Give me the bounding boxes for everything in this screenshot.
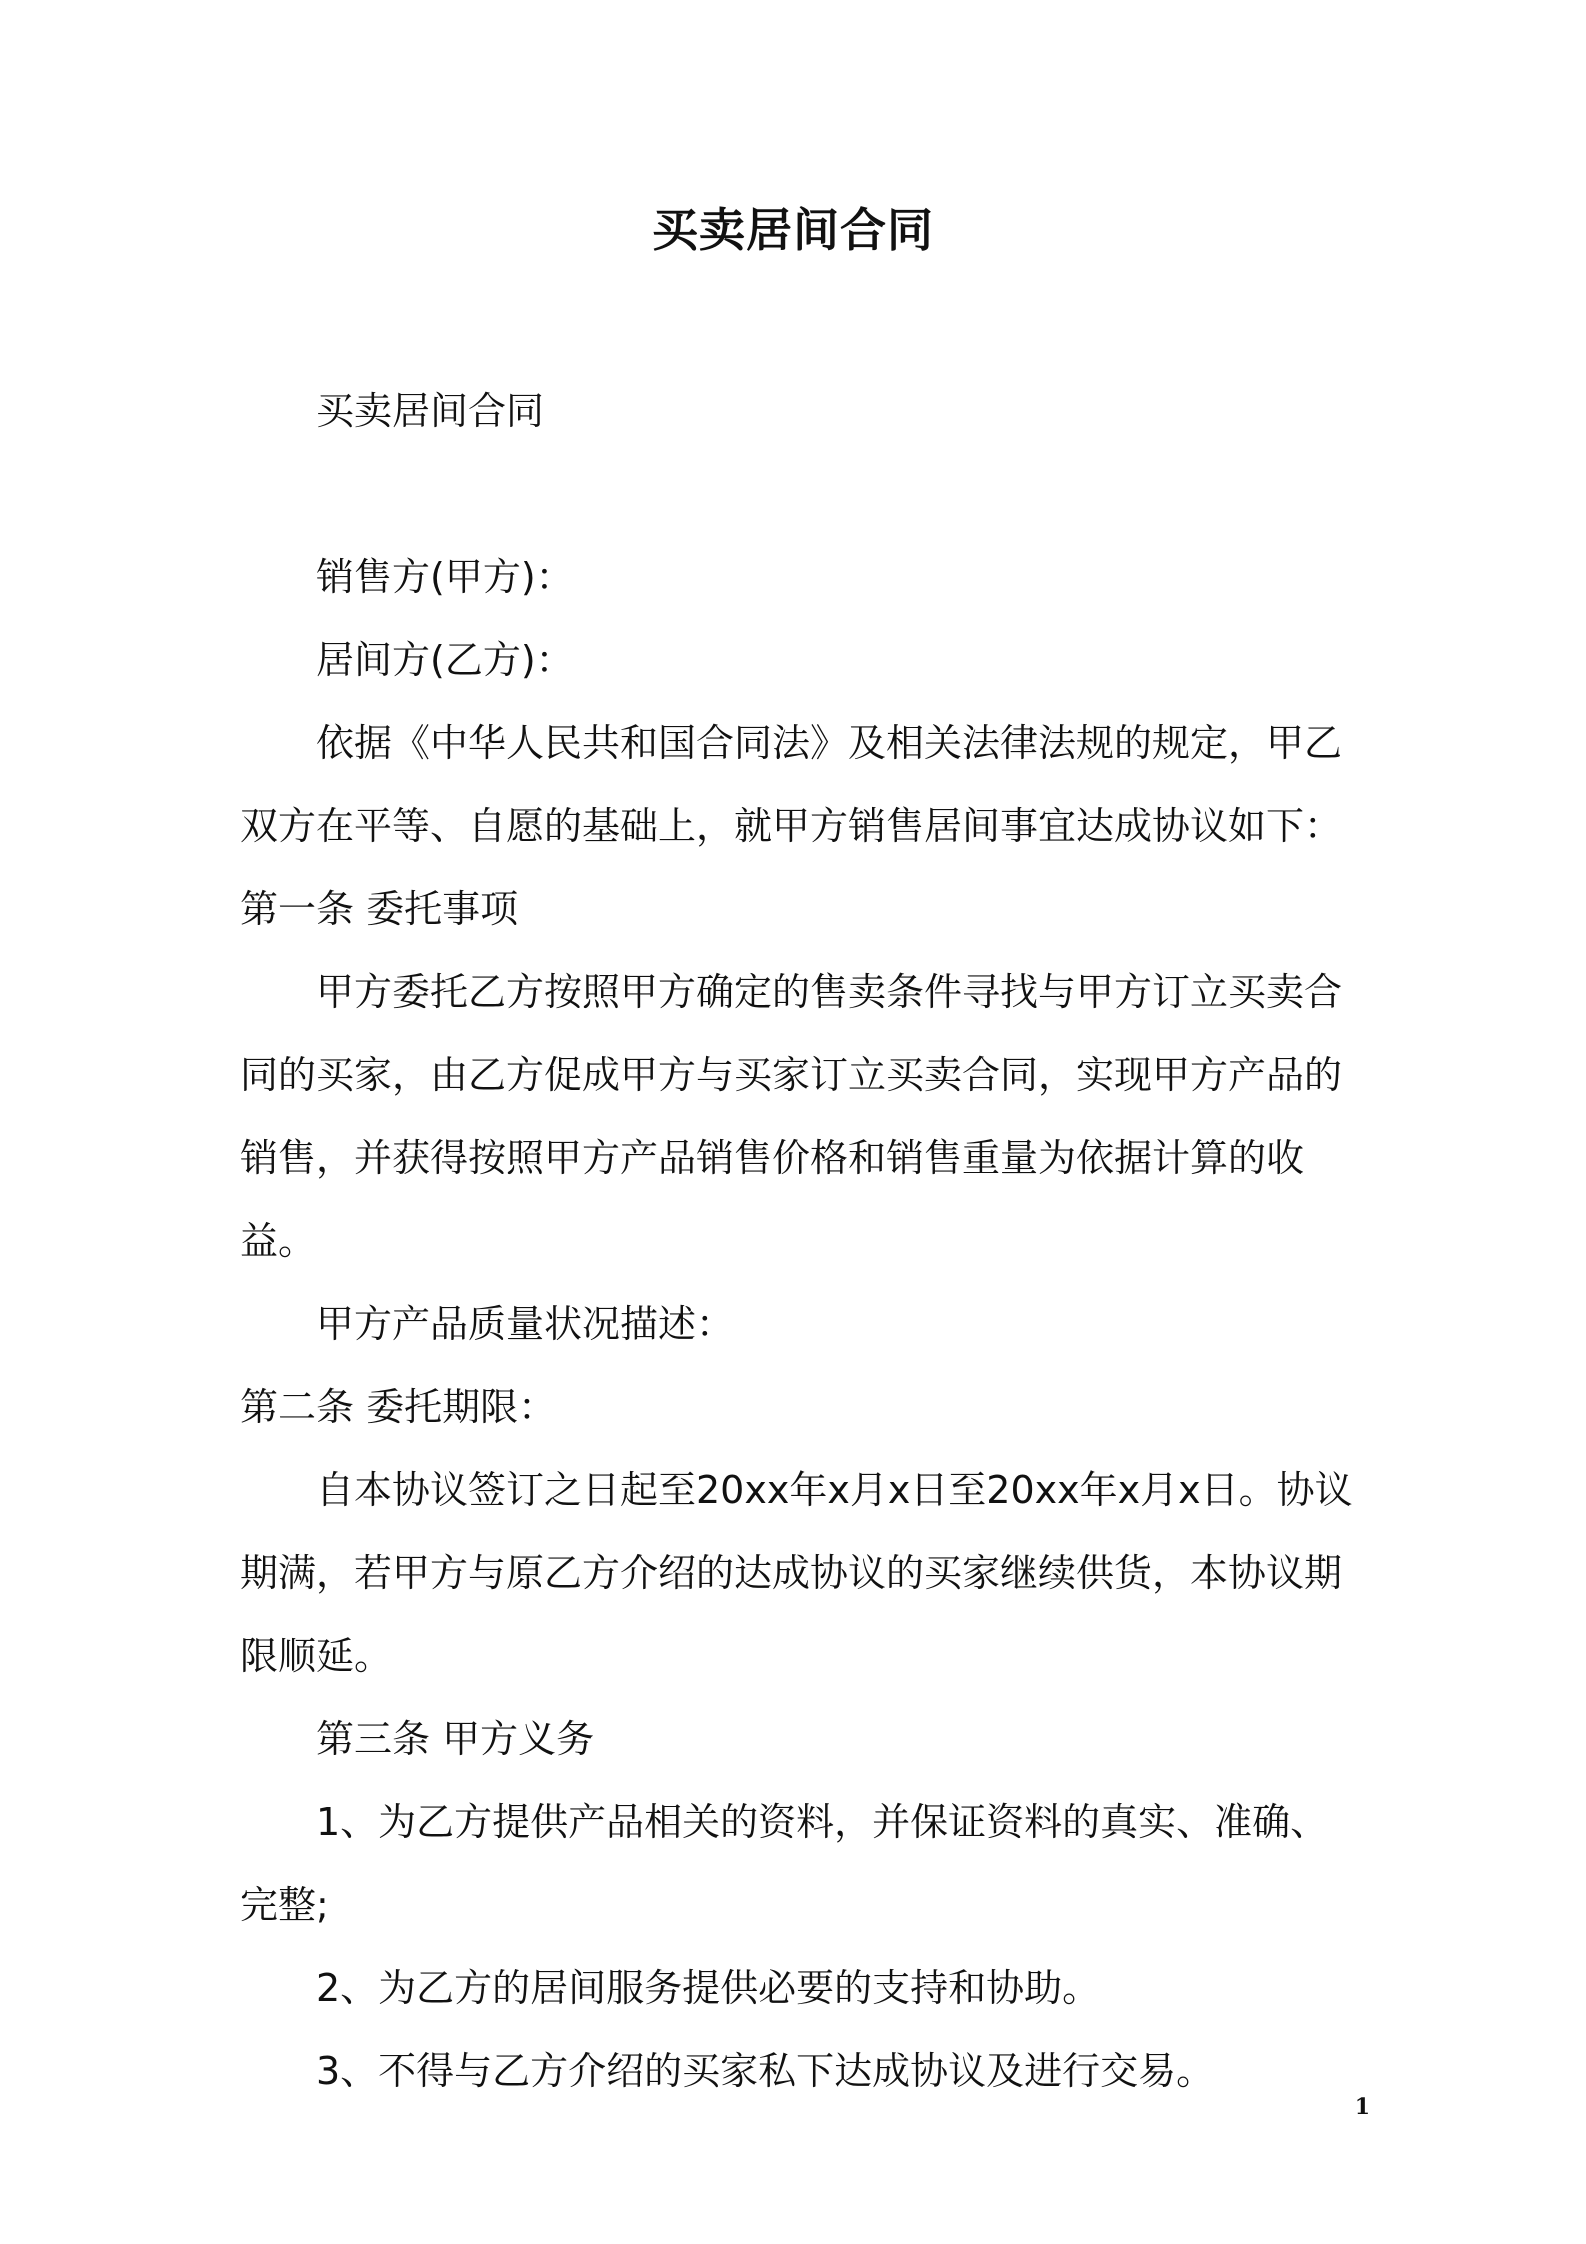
article-1-heading: 第一条 委托事项 xyxy=(240,887,519,931)
article-2-body: 自本协议签订之日起至20xx年x月x日至20xx年x月x日。协议期满，若甲方与原乙方介绍的达成协议的买家继续供货，本协议期限顺延。 xyxy=(240,1468,1353,1678)
paragraph-heading: 买卖居间合同 xyxy=(316,389,545,433)
paragraph-seller: 销售方(甲方)： xyxy=(316,555,574,599)
article-3-item-3: 3、不得与乙方介绍的买家私下达成协议及进行交易。 xyxy=(316,2049,1215,2093)
article-3-heading: 第三条 甲方义务 xyxy=(316,1717,595,1761)
paragraph-broker: 居间方(乙方)： xyxy=(316,638,574,682)
document-body xyxy=(240,370,1358,2113)
article-2-heading: 第二条 委托期限： xyxy=(240,1385,557,1429)
article-3-item-1: 1、为乙方提供产品相关的资料，并保证资料的真实、准确、完整; xyxy=(240,1800,1329,1927)
page-number: 1 xyxy=(1354,2094,1370,2120)
article-3-item-2: 2、为乙方的居间服务提供必要的支持和协助。 xyxy=(316,1966,1101,2010)
article-1-body: 甲方委托乙方按照甲方确定的售卖条件寻找与甲方订立买卖合同的买家，由乙方促成甲方与买家订立买卖合同，实现甲方产品的销售，并获得按照甲方产品销售价格和销售重量为依据计算的收益。 xyxy=(240,970,1343,1263)
paragraph-basis: 依据《中华人民共和国合同法》及相关法律法规的规定，甲乙双方在平等、自愿的基础上，就甲方销售居间事宜达成协议如下： xyxy=(240,721,1343,848)
document-title: 买卖居间合同 xyxy=(652,203,934,257)
paragraph-quality: 甲方产品质量状况描述： xyxy=(316,1302,735,1346)
